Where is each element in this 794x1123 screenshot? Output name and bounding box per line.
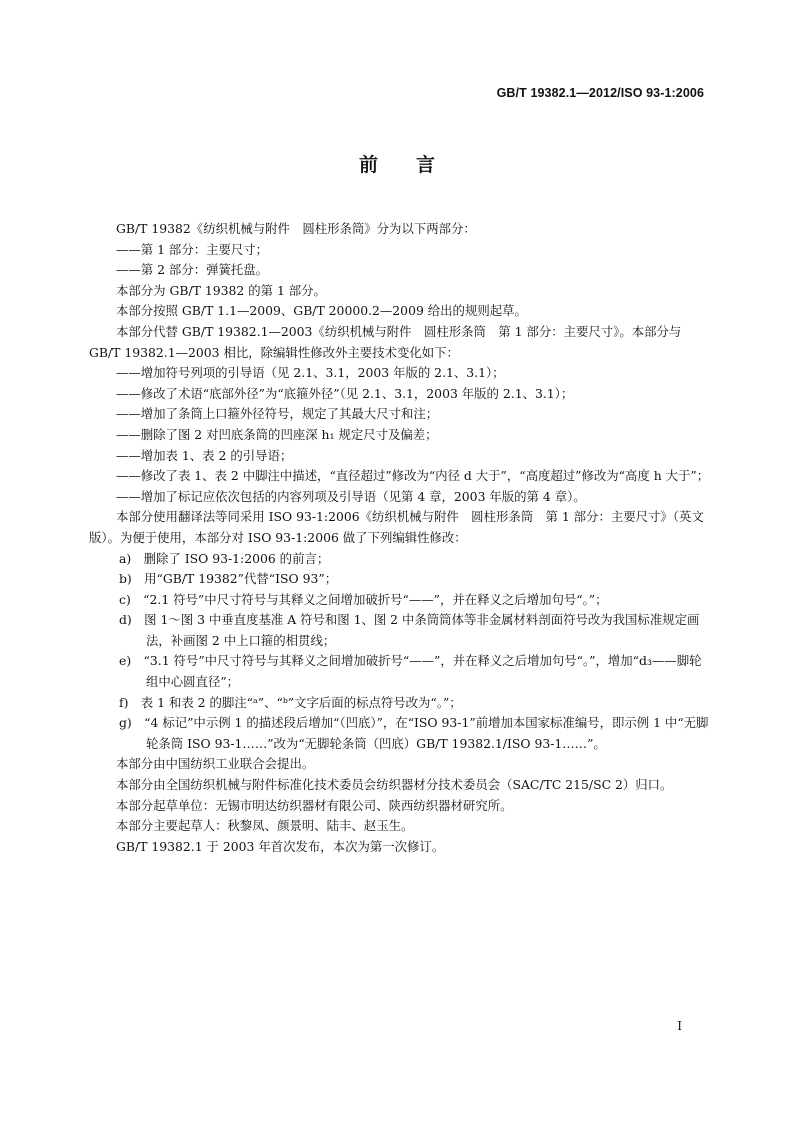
paragraph: 本部分按照 GB/T 1.1—2009、GB/T 20000.2—2009 给出的规则起草。	[116, 303, 527, 319]
paragraph: 本部分起草单位：无锡市明达纺织器材有限公司、陕西纺织器材研究所。	[116, 797, 513, 813]
paragraph: 本部分使用翻译法等同采用 ISO 93-1:2006《纺织机械与附件 圆柱形条筒 第 1 部分：主要尺寸》（英文版）。为便于使用，本部分对 ISO 93-1:2006 做了下列编辑性修改：	[89, 509, 704, 545]
page-title: 前 言	[358, 154, 435, 176]
standard-code: GB/T 19382.1—2012/ISO 93-1:2006	[496, 86, 704, 100]
page-number: I	[677, 1019, 682, 1033]
edit-item: g) “4 标记”中示例 1 的描述段后增加“（凹底）”，在“ISO 93-1”前增加本国家标准编号，即示例 1 中“无脚轮条筒 ISO 93-1……”改为“无脚轮条筒（凹底）GB/T 19382.1/ISO 93-1……”。	[119, 715, 709, 751]
paragraph: 本部分主要起草人：秋黎凤、颜景明、陆丰、赵玉生。	[116, 818, 414, 834]
change-item: ——增加了标记应依次包括的内容列项及引导语（见第 4 章，2003 年版的第 4 章）。	[116, 488, 586, 504]
paragraph: 本部分由全国纺织机械与附件标准化技术委员会纺织器材分技术委员会（SAC/TC 215/SC 2）归口。	[116, 777, 673, 793]
paragraph: 本部分由中国纺织工业联合会提出。	[116, 756, 315, 772]
paragraph: 本部分为 GB/T 19382 的第 1 部分。	[116, 282, 326, 298]
change-item: ——增加了条筒上口箍外径符号，规定了其最大尺寸和注；	[116, 406, 439, 422]
change-item: ——删除了图 2 对凹底条筒的凹座深 h₁ 规定尺寸及偏差；	[116, 426, 438, 442]
edit-item: c) “2.1 符号”中尺寸符号与其释义之间增加破折号“——”，并在释义之后增加句号“。”；	[119, 591, 608, 607]
paragraph: ——第 2 部分：弹簧托盘。	[116, 262, 269, 278]
change-item: ——增加表 1、表 2 的引导语；	[116, 447, 293, 463]
change-item: ——修改了表 1、表 2 中脚注中描述，“直径超过”修改为“内径 d 大于”，“高度超过”修改为“高度 h 大于”；	[116, 468, 710, 484]
edit-item: a) 删除了 ISO 93-1:2006 的前言；	[119, 550, 330, 566]
paragraph: 本部分代替 GB/T 19382.1—2003《纺织机械与附件 圆柱形条筒 第 1 部分：主要尺寸》。本部分与 GB/T 19382.1—2003 相比，除编辑性修改外主要技术变化如下：	[89, 323, 682, 360]
edit-item: e) “3.1 符号”中尺寸符号与其释义之间增加破折号“——”，并在释义之后增加句号“。”，增加“d₃——脚轮组中心圆直径”；	[119, 653, 702, 690]
edit-item: b) 用“GB/T 19382”代替“ISO 93”；	[119, 571, 338, 587]
paragraph: ——第 1 部分：主要尺寸；	[116, 241, 269, 257]
edit-item: f) 表 1 和表 2 的脚注“ᵃ”、“ᵇ”文字后面的标点符号改为“。”；	[119, 694, 462, 710]
change-item: ——增加符号列项的引导语（见 2.1、3.1，2003 年版的 2.1、3.1）；	[116, 365, 505, 381]
edit-item: d) 图 1～图 3 中垂直度基准 A 符号和图 1、图 2 中条筒筒体等非金属材料剖面符号改为我国标准规定画法，补画图 2 中上口箍的相贯线；	[119, 612, 700, 648]
paragraph: GB/T 19382《纺织机械与附件 圆柱形条筒》分为以下两部分：	[116, 221, 476, 236]
paragraph: GB/T 19382.1 于 2003 年首次发布，本次为第一次修订。	[116, 838, 445, 854]
change-item: ——修改了术语“底部外径”为“底箍外径”（见 2.1、3.1，2003 年版的 2.1、3.1）；	[116, 385, 574, 401]
foreword-body	[89, 219, 711, 857]
